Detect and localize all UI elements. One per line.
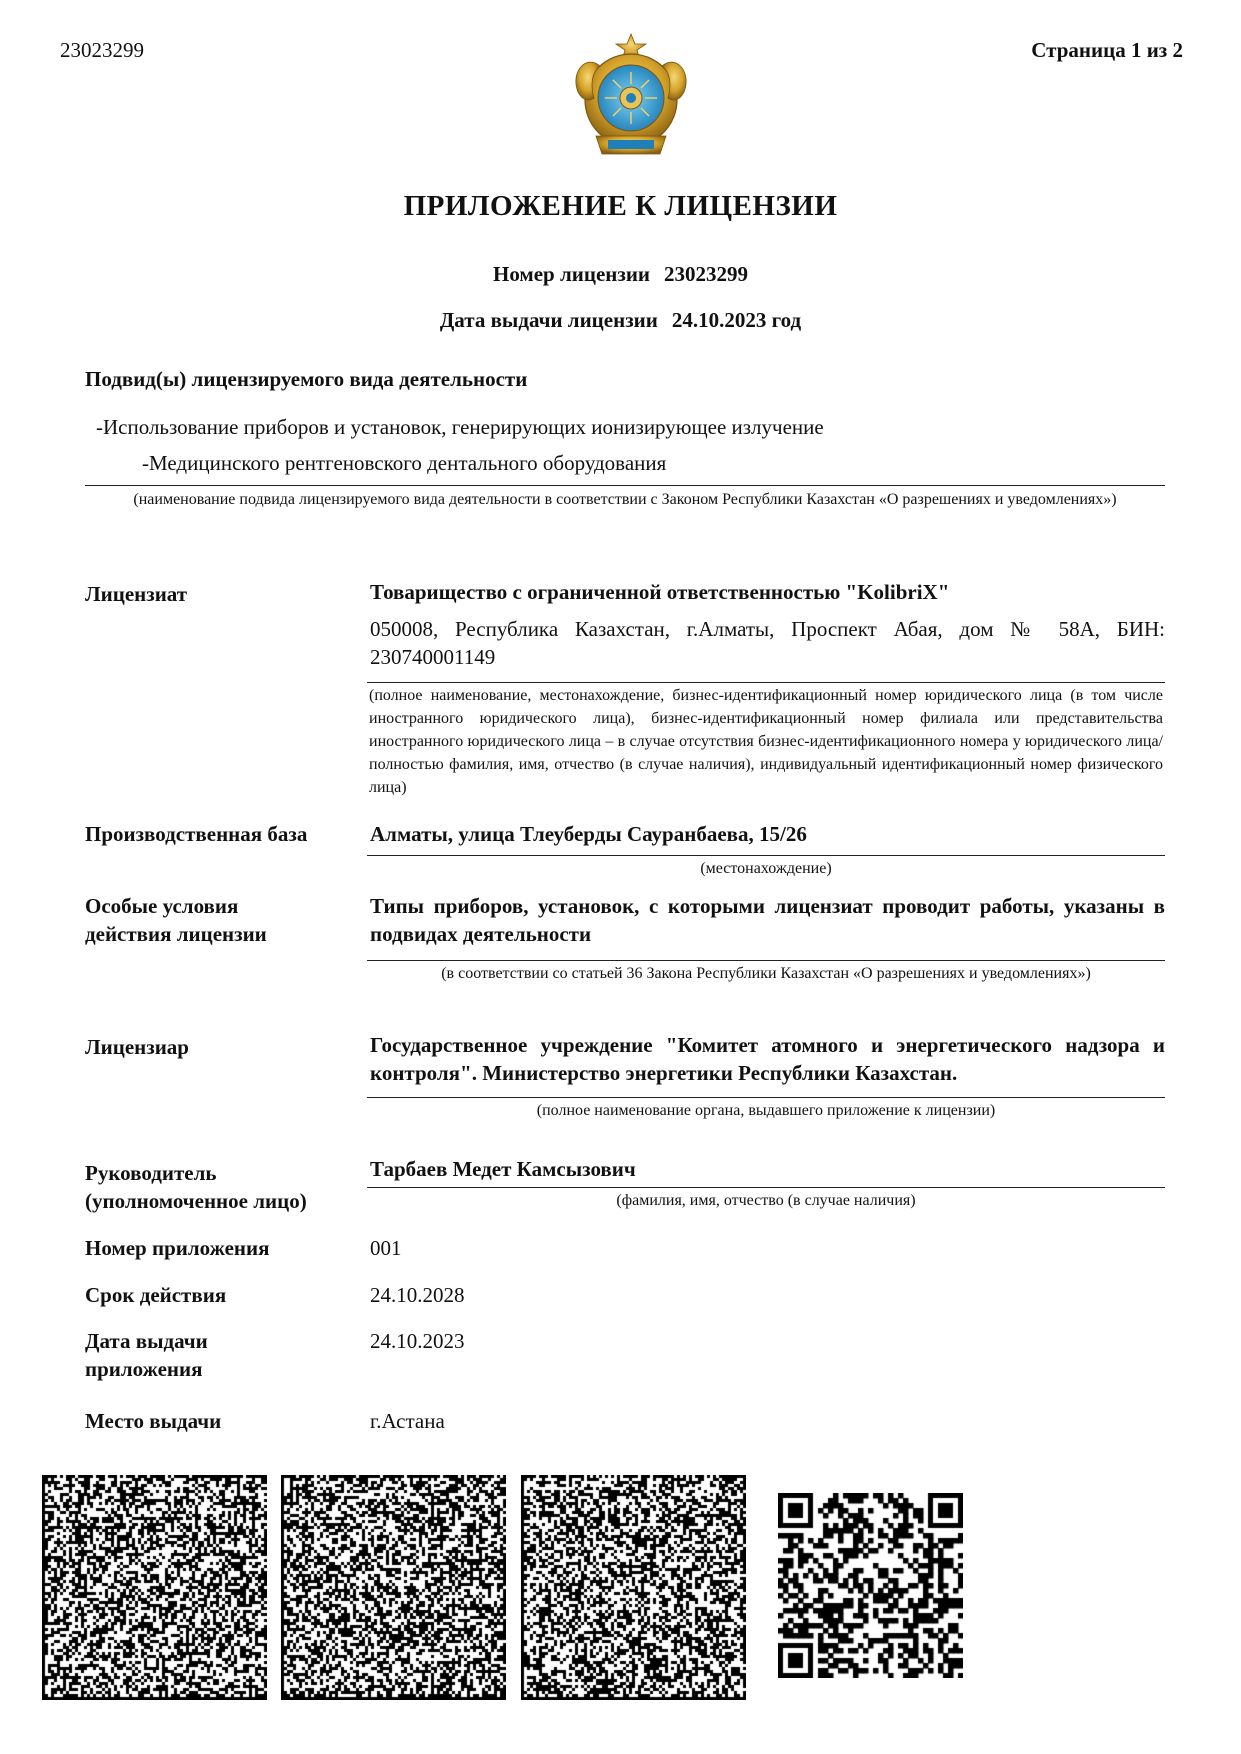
licensee-address: 050008, Республика Казахстан, г.Алматы, Проспект Абая, дом № 58А, БИН: 230740001149 <box>370 617 1165 669</box>
special-conditions-divider <box>367 960 1165 961</box>
state-emblem-icon <box>568 32 694 164</box>
licensee-divider <box>367 682 1165 683</box>
subkind-item: -Медицинского рентгеновского дентального оборудования <box>142 451 667 475</box>
data-matrix-code <box>42 1475 267 1700</box>
place-label: Место выдачи <box>85 1409 222 1433</box>
document-number: 23023299 <box>60 38 144 62</box>
licensee-label: Лицензиат <box>85 582 188 606</box>
head-caption: (фамилия, имя, отчество (в случае наличия) <box>616 1192 916 1209</box>
validity-label: Срок действия <box>85 1283 227 1307</box>
production-base-caption: (местонахождение) <box>700 860 832 877</box>
subkind-item: -Использование приборов и установок, генерирующих ионизирующее излучение <box>96 415 824 439</box>
special-conditions-label: Особые условия действия лицензии <box>85 894 267 946</box>
licensor-label: Лицензиар <box>85 1035 189 1059</box>
page-title: ПРИЛОЖЕНИЕ К ЛИЦЕНЗИИ <box>403 190 838 222</box>
license-date-value: 24.10.2023 год <box>671 308 802 332</box>
licensor-divider <box>367 1097 1165 1098</box>
production-base-label: Производственная база <box>85 822 308 846</box>
license-number-label: Номер лицензии <box>492 262 651 286</box>
data-matrix-code <box>521 1475 746 1700</box>
special-conditions-caption: (в соответствии со статьей 36 Закона Республики Казахстан «О разрешениях и уведомлениях») <box>441 965 1091 982</box>
head-divider <box>367 1187 1165 1188</box>
production-base-divider <box>367 855 1165 856</box>
appendix-number-value: 001 <box>370 1236 402 1260</box>
licensee-name: Товарищество с ограниченной ответственностью "KolibriX" <box>370 580 950 604</box>
license-date-label: Дата выдачи лицензии <box>439 308 658 332</box>
subkinds-caption: (наименование подвида лицензируемого вида деятельности в соответствии с Законом Республики Казахстан «О разрешениях и уведомлениях») <box>85 485 1165 510</box>
validity-value: 24.10.2028 <box>370 1283 465 1307</box>
license-date-line <box>0 308 1241 333</box>
appendix-date-value: 24.10.2023 <box>370 1329 465 1353</box>
licensor-caption: (полное наименование органа, выдавшего приложение к лицензии) <box>536 1102 996 1119</box>
special-conditions-value: Типы приборов, установок, с которыми лицензиат проводит работы, указаны в подвидах деятельности <box>370 894 1165 946</box>
license-number-line <box>0 262 1241 287</box>
appendix-number-label: Номер приложения <box>85 1236 270 1260</box>
place-value: г.Астана <box>370 1409 445 1433</box>
production-base-value: Алматы, улица Тлеуберды Сауранбаева, 15/26 <box>370 822 807 846</box>
page-indicator: Страница 1 из 2 <box>1031 38 1183 62</box>
licensor-value: Государственное учреждение "Комитет атомного и энергетического надзора и контроля". Министерство энергетики Республики Казахстан. <box>370 1033 1165 1085</box>
qr-code <box>778 1493 963 1678</box>
appendix-date-label: Дата выдачи приложения <box>85 1329 208 1381</box>
data-matrix-code <box>281 1475 506 1700</box>
subkinds-heading: Подвид(ы) лицензируемого вида деятельности <box>85 367 528 391</box>
licensee-caption: (полное наименование, местонахождение, бизнес-идентификационный номер юридического лица (в том числе иностранного юридического лица), бизнес-идентификационный номер филиала или представительства иностранного юридического лица – в случае отсутствия бизнес-идентификационного номера у юридического лица/полностью фамилия, имя, отчество (в случае наличия), индивидуальный идентификационный номер физического лица) <box>369 687 1163 796</box>
license-number-value: 23023299 <box>664 262 749 286</box>
head-value: Тарбаев Медет Камсызович <box>370 1157 636 1181</box>
head-label: Руководитель (уполномоченное лицо) <box>85 1161 307 1213</box>
